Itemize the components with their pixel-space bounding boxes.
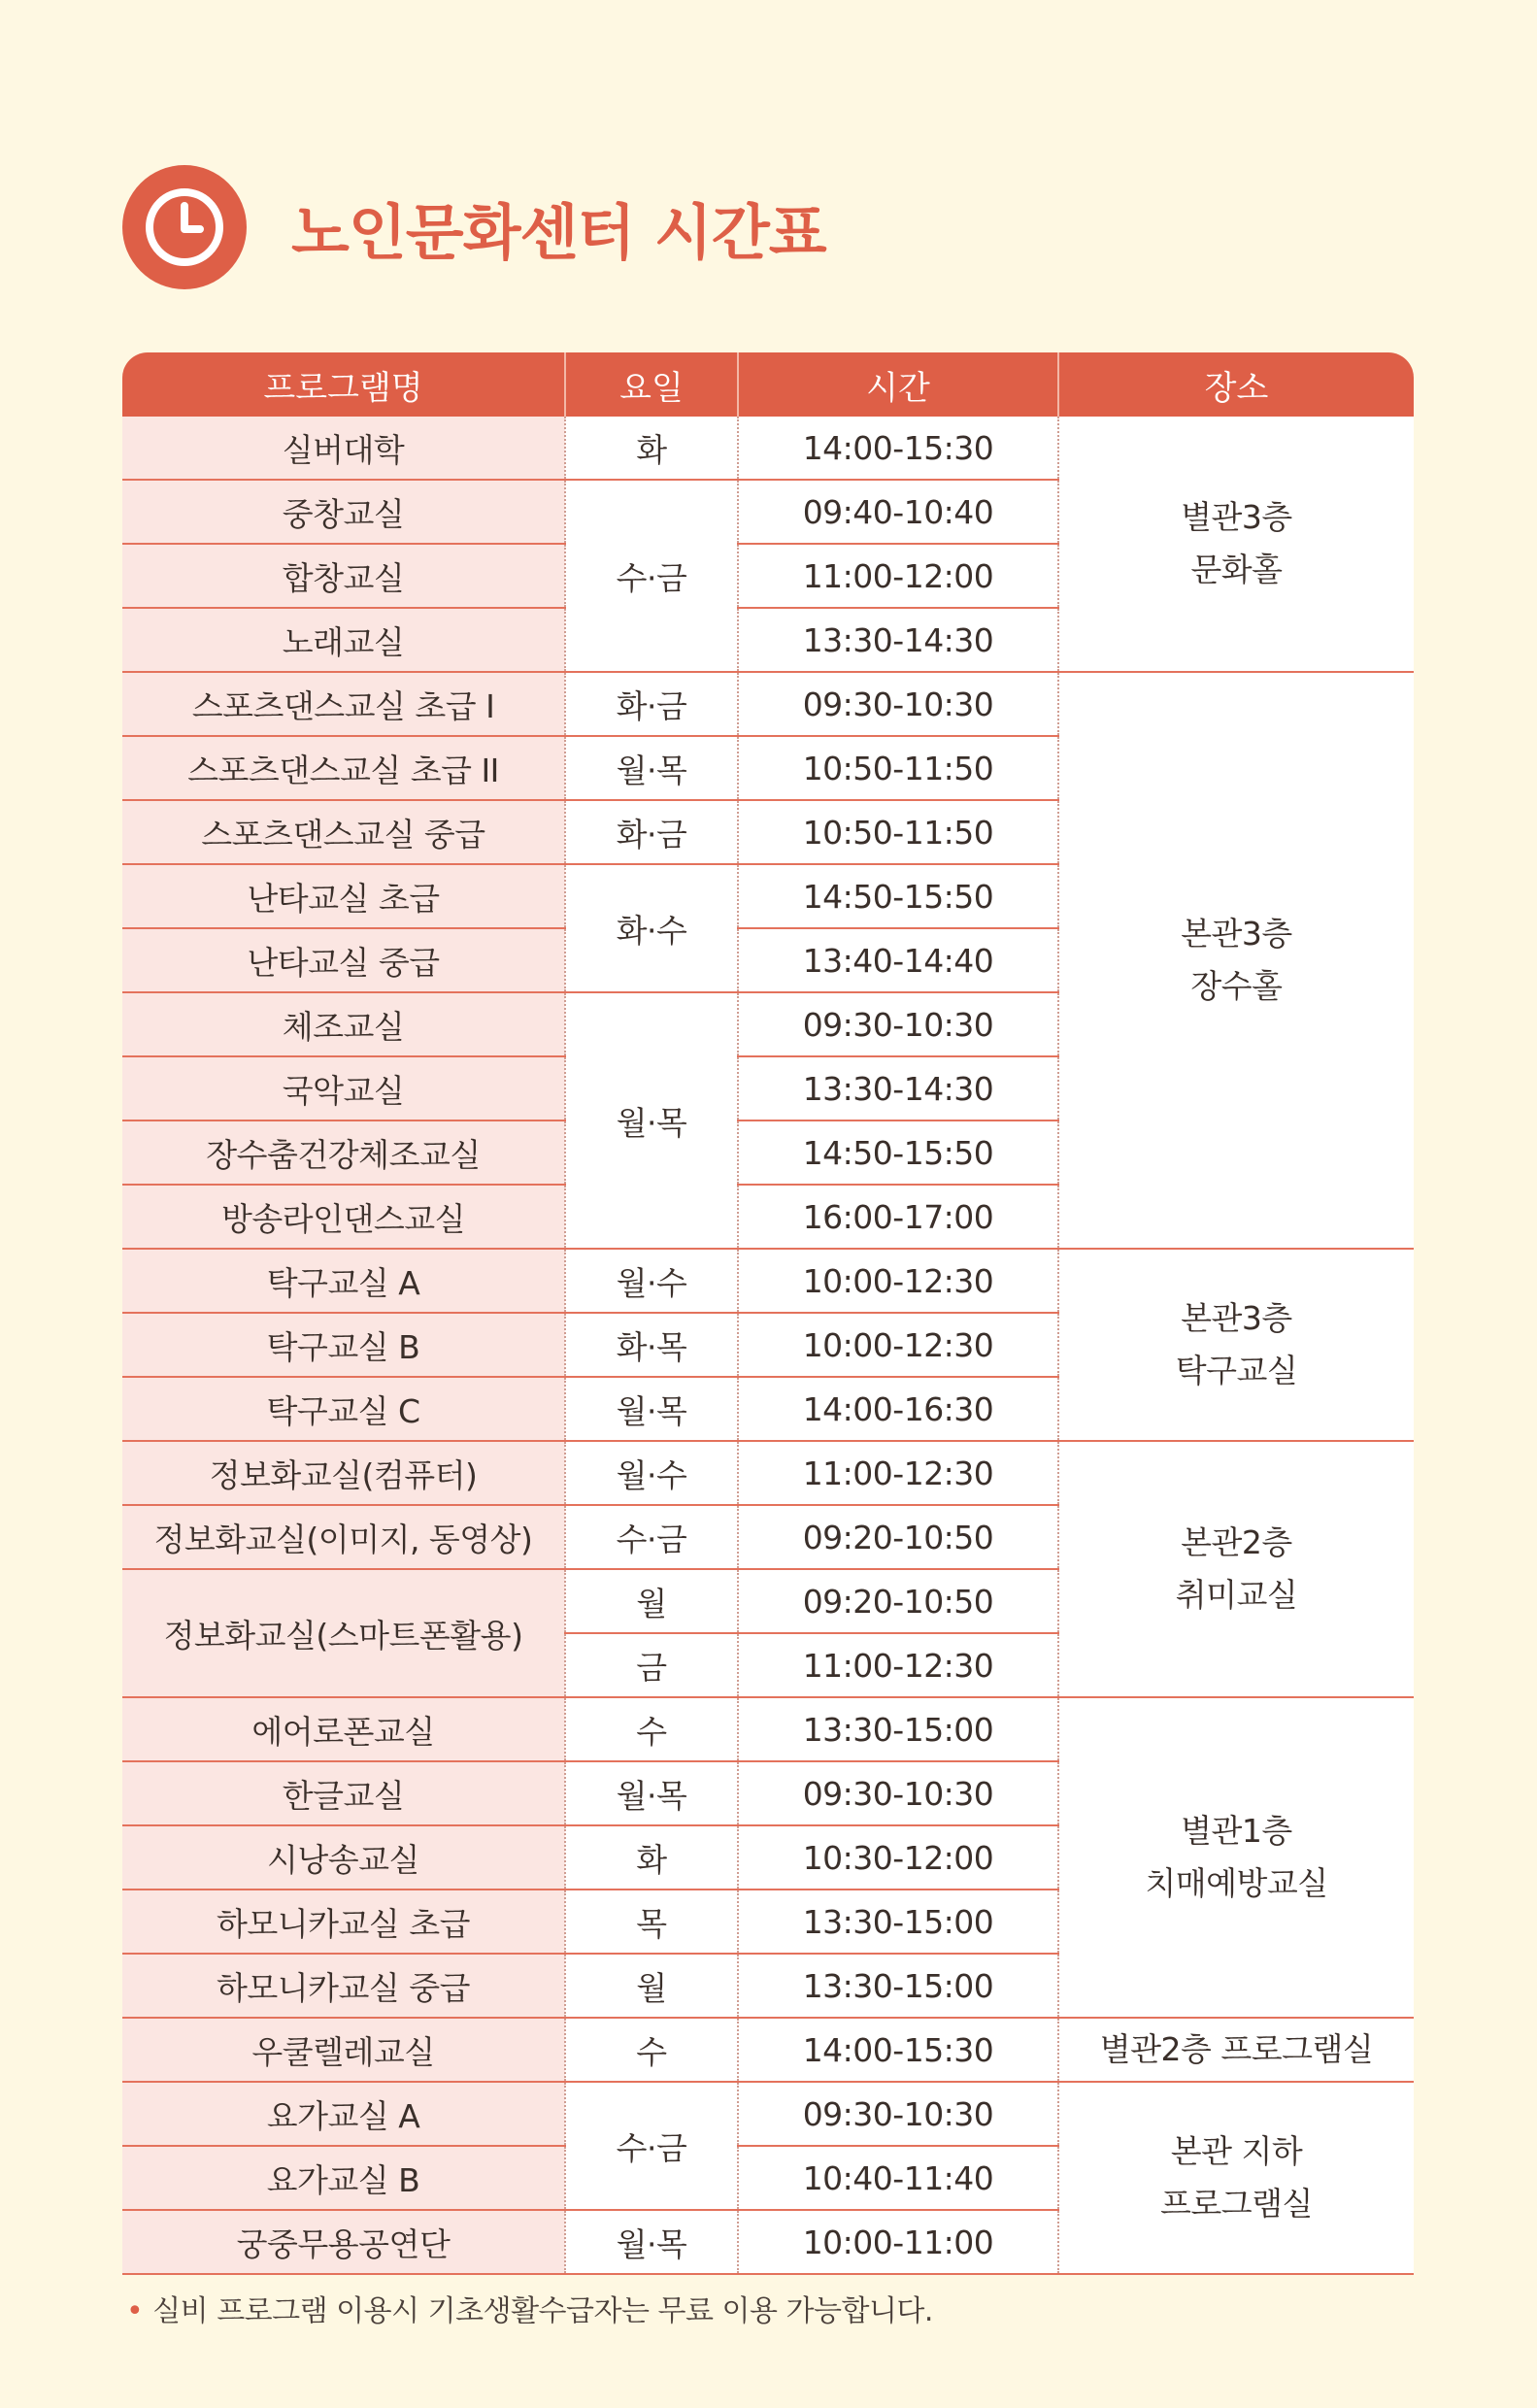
table-row <box>122 2018 1414 2082</box>
time-cell: 10:30-12:00 <box>738 1825 1058 1890</box>
time-cell: 10:00-12:30 <box>738 1249 1058 1313</box>
program-cell: 정보화교실(컴퓨터) <box>122 1441 565 1505</box>
table-row <box>122 417 1414 480</box>
place-line: 탁구교실 <box>1175 1352 1298 1389</box>
time-cell: 10:00-12:30 <box>738 1313 1058 1377</box>
page-title: 노인문화센터 시간표 <box>291 196 826 268</box>
time-cell: 14:00-16:30 <box>738 1377 1058 1441</box>
time-cell: 09:20-10:50 <box>738 1505 1058 1569</box>
clock-icon <box>122 165 247 289</box>
column-header-place: 장소 <box>1058 352 1414 417</box>
time-cell: 13:30-15:00 <box>738 1954 1058 2018</box>
day-cell: 월·목 <box>565 736 738 800</box>
place-line: 장수홀 <box>1190 967 1283 1005</box>
place-line: 본관3층 <box>1181 1299 1292 1337</box>
place-cell <box>1058 417 1414 672</box>
program-cell: 요가교실 A <box>122 2082 565 2146</box>
time-cell: 09:30-10:30 <box>738 992 1058 1056</box>
time-cell: 14:50-15:50 <box>738 1120 1058 1185</box>
day-cell: 화 <box>565 1825 738 1890</box>
time-cell: 10:00-11:00 <box>738 2210 1058 2274</box>
place-cell <box>1058 2082 1414 2274</box>
program-cell: 하모니카교실 초급 <box>122 1890 565 1954</box>
program-cell: 실버대학 <box>122 417 565 480</box>
time-cell: 09:20-10:50 <box>738 1569 1058 1633</box>
program-cell: 스포츠댄스교실 중급 <box>122 800 565 864</box>
footnote-text: 실비 프로그램 이용시 기초생활수급자는 무료 이용 가능합니다. <box>152 2294 933 2328</box>
day-cell: 월·목 <box>565 2210 738 2274</box>
time-cell: 10:50-11:50 <box>738 736 1058 800</box>
time-cell: 10:40-11:40 <box>738 2146 1058 2210</box>
day-cell: 수·금 <box>565 2082 738 2210</box>
time-cell: 09:30-10:30 <box>738 2082 1058 2146</box>
time-cell: 09:40-10:40 <box>738 480 1058 544</box>
time-cell: 14:00-15:30 <box>738 417 1058 480</box>
day-cell: 수·금 <box>565 1505 738 1569</box>
table-body <box>122 417 1414 2274</box>
program-cell: 한글교실 <box>122 1761 565 1825</box>
table-header-row <box>122 352 1414 417</box>
time-cell: 13:30-14:30 <box>738 1056 1058 1120</box>
time-cell: 09:30-10:30 <box>738 1761 1058 1825</box>
day-cell: 화·수 <box>565 864 738 992</box>
place-cell <box>1058 672 1414 1249</box>
day-cell: 월·수 <box>565 1441 738 1505</box>
program-cell: 장수춤건강체조교실 <box>122 1120 565 1185</box>
column-header-program: 프로그램명 <box>122 352 565 417</box>
place-line: 별관3층 <box>1181 498 1292 536</box>
place-cell <box>1058 1441 1414 1697</box>
day-cell: 월·목 <box>565 1377 738 1441</box>
day-cell: 월 <box>565 1954 738 2018</box>
column-header-time: 시간 <box>738 352 1058 417</box>
program-cell: 탁구교실 A <box>122 1249 565 1313</box>
page-header <box>122 165 826 289</box>
time-cell: 09:30-10:30 <box>738 672 1058 736</box>
program-cell: 에어로폰교실 <box>122 1697 565 1761</box>
program-cell: 정보화교실(스마트폰활용) <box>122 1569 565 1697</box>
day-cell: 목 <box>565 1890 738 1954</box>
program-cell: 스포츠댄스교실 초급 II <box>122 736 565 800</box>
table-row <box>122 1697 1414 1761</box>
program-cell: 체조교실 <box>122 992 565 1056</box>
day-cell: 월·수 <box>565 1249 738 1313</box>
place-line: 프로그램실 <box>1160 2185 1313 2223</box>
day-cell: 금 <box>565 1633 738 1697</box>
time-cell: 11:00-12:30 <box>738 1441 1058 1505</box>
place-cell <box>1058 1697 1414 2018</box>
place-line: 문화홀 <box>1190 551 1283 588</box>
time-cell: 11:00-12:00 <box>738 544 1058 608</box>
day-cell: 화·목 <box>565 1313 738 1377</box>
bullet-icon: • <box>126 2294 144 2328</box>
program-cell: 합창교실 <box>122 544 565 608</box>
day-cell: 수 <box>565 1697 738 1761</box>
day-cell: 화·금 <box>565 800 738 864</box>
program-cell: 스포츠댄스교실 초급 I <box>122 672 565 736</box>
table-row <box>122 1441 1414 1505</box>
table-row <box>122 2082 1414 2146</box>
day-cell: 월·목 <box>565 1761 738 1825</box>
place-cell <box>1058 2018 1414 2082</box>
time-cell: 14:00-15:30 <box>738 2018 1058 2082</box>
place-line: 본관3층 <box>1181 915 1292 953</box>
place-line: 별관2층 프로그램실 <box>1099 2030 1374 2068</box>
program-cell: 난타교실 중급 <box>122 928 565 992</box>
place-line: 취미교실 <box>1175 1576 1298 1614</box>
table-row <box>122 672 1414 736</box>
day-cell: 월 <box>565 1569 738 1633</box>
program-cell: 탁구교실 B <box>122 1313 565 1377</box>
day-cell: 화 <box>565 417 738 480</box>
time-cell: 10:50-11:50 <box>738 800 1058 864</box>
day-cell: 월·목 <box>565 992 738 1249</box>
program-cell: 요가교실 B <box>122 2146 565 2210</box>
place-line: 본관2층 <box>1181 1523 1292 1561</box>
program-cell: 시낭송교실 <box>122 1825 565 1890</box>
program-cell: 방송라인댄스교실 <box>122 1185 565 1249</box>
time-cell: 16:00-17:00 <box>738 1185 1058 1249</box>
program-cell: 난타교실 초급 <box>122 864 565 928</box>
footnote <box>126 2287 933 2329</box>
place-cell <box>1058 1249 1414 1441</box>
day-cell: 화·금 <box>565 672 738 736</box>
place-line: 본관 지하 <box>1170 2132 1303 2170</box>
time-cell: 14:50-15:50 <box>738 864 1058 928</box>
time-cell: 13:30-14:30 <box>738 608 1058 672</box>
table-row <box>122 1249 1414 1313</box>
day-cell: 수 <box>565 2018 738 2082</box>
place-line: 별관1층 <box>1181 1812 1292 1850</box>
program-cell: 중창교실 <box>122 480 565 544</box>
timetable <box>122 352 1414 2275</box>
time-cell: 13:30-15:00 <box>738 1890 1058 1954</box>
program-cell: 하모니카교실 중급 <box>122 1954 565 2018</box>
program-cell: 노래교실 <box>122 608 565 672</box>
program-cell: 우쿨렐레교실 <box>122 2018 565 2082</box>
day-cell: 수·금 <box>565 480 738 672</box>
program-cell: 탁구교실 C <box>122 1377 565 1441</box>
time-cell: 11:00-12:30 <box>738 1633 1058 1697</box>
program-cell: 궁중무용공연단 <box>122 2210 565 2274</box>
program-cell: 정보화교실(이미지, 동영상) <box>122 1505 565 1569</box>
column-header-day: 요일 <box>565 352 738 417</box>
time-cell: 13:30-15:00 <box>738 1697 1058 1761</box>
place-line: 치매예방교실 <box>1145 1864 1328 1902</box>
time-cell: 13:40-14:40 <box>738 928 1058 992</box>
program-cell: 국악교실 <box>122 1056 565 1120</box>
